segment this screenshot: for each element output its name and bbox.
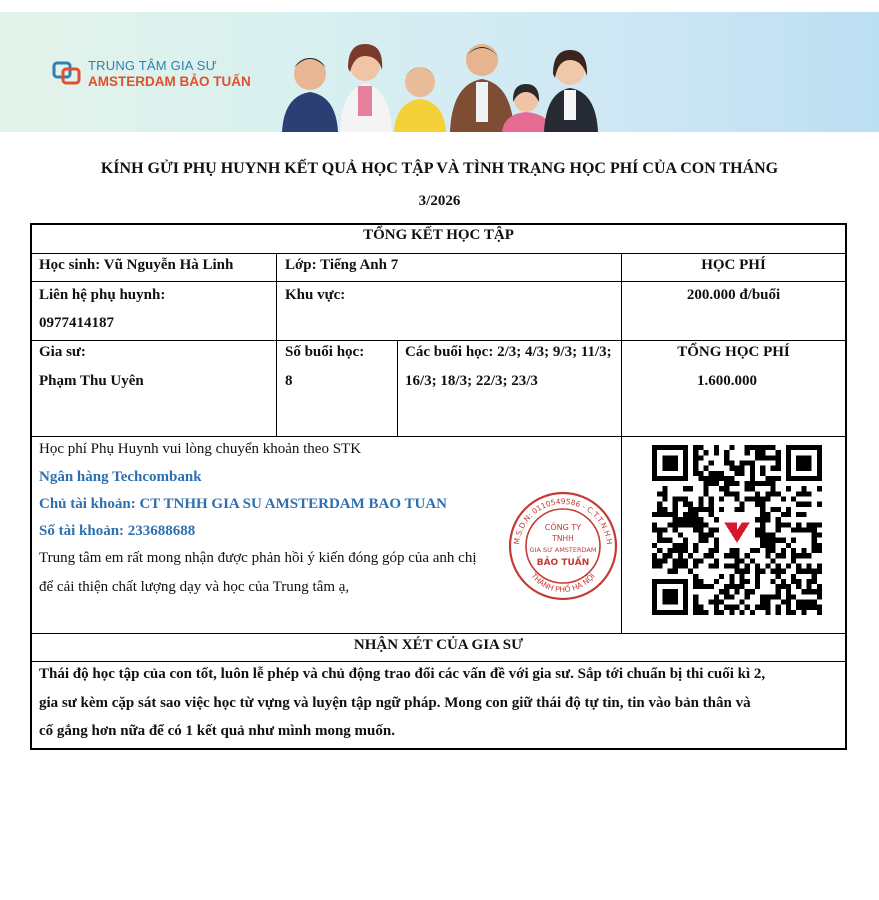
center-logo-icon bbox=[52, 60, 82, 86]
review-line2: gia sư kèm cặp sát sao việc học từ vựng và luyện tập ngữ pháp. Mong con giữ thái độ tự tin, tin vào bản thân và bbox=[39, 695, 751, 711]
account-holder: Chủ tài khoản: CT TNHH GIA SU AMSTERDAM BAO TUAN bbox=[39, 496, 448, 512]
logo-text-line1: TRUNG TÂM GIA SƯ bbox=[88, 58, 217, 73]
stamp-text-3: GIA SƯ AMSTERDAM bbox=[529, 546, 597, 554]
area-label: Khu vực: bbox=[285, 287, 346, 303]
bank-name: Ngân hàng Techcombank bbox=[39, 469, 202, 485]
banner-people-image bbox=[270, 22, 610, 132]
account-number: Số tài khoản: 233688688 bbox=[39, 523, 196, 539]
report-title-month: 3/2026 bbox=[418, 193, 461, 209]
sessions-count: 8 bbox=[285, 373, 293, 389]
class-name: Lớp: Tiếng Anh 7 bbox=[285, 257, 399, 273]
stamp-ring-bottom: THÀNH PHỐ HÀ NỘI bbox=[529, 571, 597, 595]
payment-instruction: Học phí Phụ Huynh vui lòng chuyển khoản theo STK bbox=[39, 441, 362, 457]
parent-contact-label: Liên hệ phụ huynh: bbox=[39, 287, 166, 303]
review-line1: Thái độ học tập của con tốt, luôn lễ phép và chủ động trao đổi các vấn đề với gia sư. Sắp tới chuẩn bị thi cuối kì 2, bbox=[39, 666, 766, 682]
total-fee-label: TỔNG HỌC PHÍ bbox=[677, 344, 790, 360]
summary-header: TỔNG KẾT HỌC TẬP bbox=[363, 227, 514, 243]
company-stamp bbox=[505, 490, 621, 602]
student-name: Học sinh: Vũ Nguyễn Hà Linh bbox=[39, 257, 234, 273]
payment-qr-code bbox=[652, 444, 822, 616]
feedback-request-line1: Trung tâm em rất mong nhận được phản hồi ý kiến đóng góp của anh chị bbox=[39, 550, 477, 566]
report-title: KÍNH GỬI PHỤ HUYNH KẾT QUẢ HỌC TẬP VÀ TÌNH TRẠNG HỌC PHÍ CỦA CON THÁNG bbox=[100, 160, 779, 177]
stamp-ring-top: M.S.D.N: 0110549586 - C.T.T.N.H.H bbox=[512, 496, 614, 546]
parent-contact-phone: 0977414187 bbox=[39, 315, 114, 331]
total-fee-value: 1.600.000 bbox=[697, 373, 757, 389]
review-line3: cố gắng hơn nữa để có 1 kết quả như mình mong muốn. bbox=[39, 723, 395, 739]
header-banner bbox=[0, 12, 879, 132]
feedback-request-line2: để cải thiện chất lượng dạy và học của Trung tâm ạ, bbox=[39, 579, 350, 595]
stamp-text-2: TNHH bbox=[552, 534, 574, 543]
logo-text-line2: AMSTERDAM BẢO TUẤN bbox=[88, 74, 251, 89]
stamp-text-4: BẢO TUẤN bbox=[536, 558, 590, 568]
fee-header: HỌC PHÍ bbox=[701, 257, 766, 273]
tutor-label: Gia sư: bbox=[39, 344, 86, 360]
stamp-text-1: CÔNG TY bbox=[544, 523, 582, 532]
sessions-label: Số buổi học: bbox=[285, 344, 365, 360]
session-dates-line1: Các buổi học: 2/3; 4/3; 9/3; 11/3; bbox=[405, 344, 612, 360]
fee-per-session: 200.000 đ/buổi bbox=[686, 287, 781, 303]
tutor-name: Phạm Thu Uyên bbox=[39, 373, 144, 389]
session-dates-line2: 16/3; 18/3; 22/3; 23/3 bbox=[405, 373, 538, 389]
review-header: NHẬN XÉT CỦA GIA SƯ bbox=[353, 637, 524, 653]
